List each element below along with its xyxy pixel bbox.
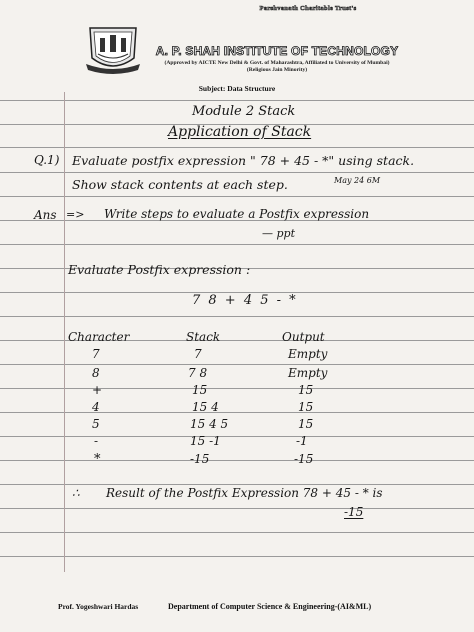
evaluate-heading: Evaluate Postfix expression : bbox=[68, 262, 251, 277]
ruled-line bbox=[0, 412, 474, 413]
postfix-expression: 7 8 + 4 5 - * bbox=[192, 293, 298, 308]
table-cell-output: Empty bbox=[288, 347, 328, 361]
therefore-symbol: ∴ bbox=[72, 486, 80, 500]
ruled-line bbox=[0, 460, 474, 461]
margin-line bbox=[64, 92, 65, 572]
ruled-line bbox=[0, 484, 474, 485]
table-cell-character: 8 bbox=[92, 366, 100, 380]
exam-tag: May 24 6M bbox=[334, 176, 381, 185]
trust-name: Parshvanath Charitable Trust's bbox=[259, 5, 357, 12]
table-cell-character: 7 bbox=[92, 347, 100, 361]
ruled-line bbox=[0, 388, 474, 389]
ruled-line bbox=[0, 532, 474, 533]
ruled-line bbox=[0, 316, 474, 317]
column-header-stack: Stack bbox=[186, 330, 221, 344]
table-cell-output: 15 bbox=[298, 417, 314, 431]
table-cell-stack: 7 bbox=[194, 347, 202, 361]
ruled-line bbox=[0, 100, 474, 101]
institute-logo-icon bbox=[84, 24, 142, 74]
ruled-line bbox=[0, 244, 474, 245]
table-cell-character: 4 bbox=[92, 400, 100, 414]
table-cell-output: -15 bbox=[294, 452, 314, 466]
answer-ppt-note: — ppt bbox=[262, 227, 295, 240]
table-cell-stack: 15 -1 bbox=[190, 434, 221, 448]
institute-name: A. P. SHAH INSTITUTE OF TECHNOLOGY bbox=[155, 44, 399, 58]
ruled-line bbox=[0, 196, 474, 197]
subject-title: Subject: Data Structure bbox=[198, 84, 276, 93]
ruled-line bbox=[0, 172, 474, 173]
ruled-line bbox=[0, 508, 474, 509]
result-value: -15 bbox=[344, 505, 364, 519]
minority-text: (Religious Jain Minority) bbox=[246, 67, 308, 73]
answer-label: Ans bbox=[34, 208, 57, 222]
table-cell-output: -1 bbox=[296, 434, 308, 448]
module-heading: Module 2 Stack bbox=[192, 104, 296, 119]
answer-arrow: => bbox=[66, 208, 85, 221]
column-header-output: Output bbox=[282, 330, 325, 344]
table-cell-character: - bbox=[94, 434, 99, 448]
question-line-1: Evaluate postfix expression " 78 + 45 - *" using stack. bbox=[72, 153, 415, 168]
professor-name: Prof. Yogeshwari Hardas bbox=[58, 602, 139, 611]
table-cell-output: 15 bbox=[298, 383, 314, 397]
question-line-2: Show stack contents at each step. bbox=[72, 177, 288, 192]
question-label: Q.1) bbox=[34, 153, 60, 167]
ruled-line bbox=[0, 556, 474, 557]
result-text: Result of the Postfix Expression 78 + 45 - * is bbox=[106, 486, 383, 500]
table-cell-character: * bbox=[94, 452, 101, 467]
table-cell-output: 15 bbox=[298, 400, 314, 414]
answer-text: Write steps to evaluate a Postfix expression bbox=[104, 207, 370, 221]
table-cell-output: Empty bbox=[288, 366, 328, 380]
topic-heading: Application of Stack bbox=[168, 124, 312, 140]
table-cell-stack: 7 8 bbox=[188, 366, 208, 380]
table-cell-stack: -15 bbox=[190, 452, 210, 466]
table-cell-stack: 15 4 5 bbox=[190, 417, 229, 431]
column-header-character: Character bbox=[68, 330, 130, 344]
table-cell-stack: 15 4 bbox=[192, 400, 219, 414]
ruled-line bbox=[0, 364, 474, 365]
ruled-line bbox=[0, 436, 474, 437]
ruled-line bbox=[0, 147, 474, 148]
table-cell-stack: 15 bbox=[192, 383, 208, 397]
approval-text: (Approved by AICTE New Delhi & Govt. of Maharashtra, Affiliated to University of Mumbai) bbox=[164, 60, 390, 66]
table-cell-character: 5 bbox=[92, 417, 100, 431]
department-name: Department of Computer Science & Engineering-(AI&ML) bbox=[168, 602, 372, 611]
table-cell-character: + bbox=[92, 383, 103, 397]
